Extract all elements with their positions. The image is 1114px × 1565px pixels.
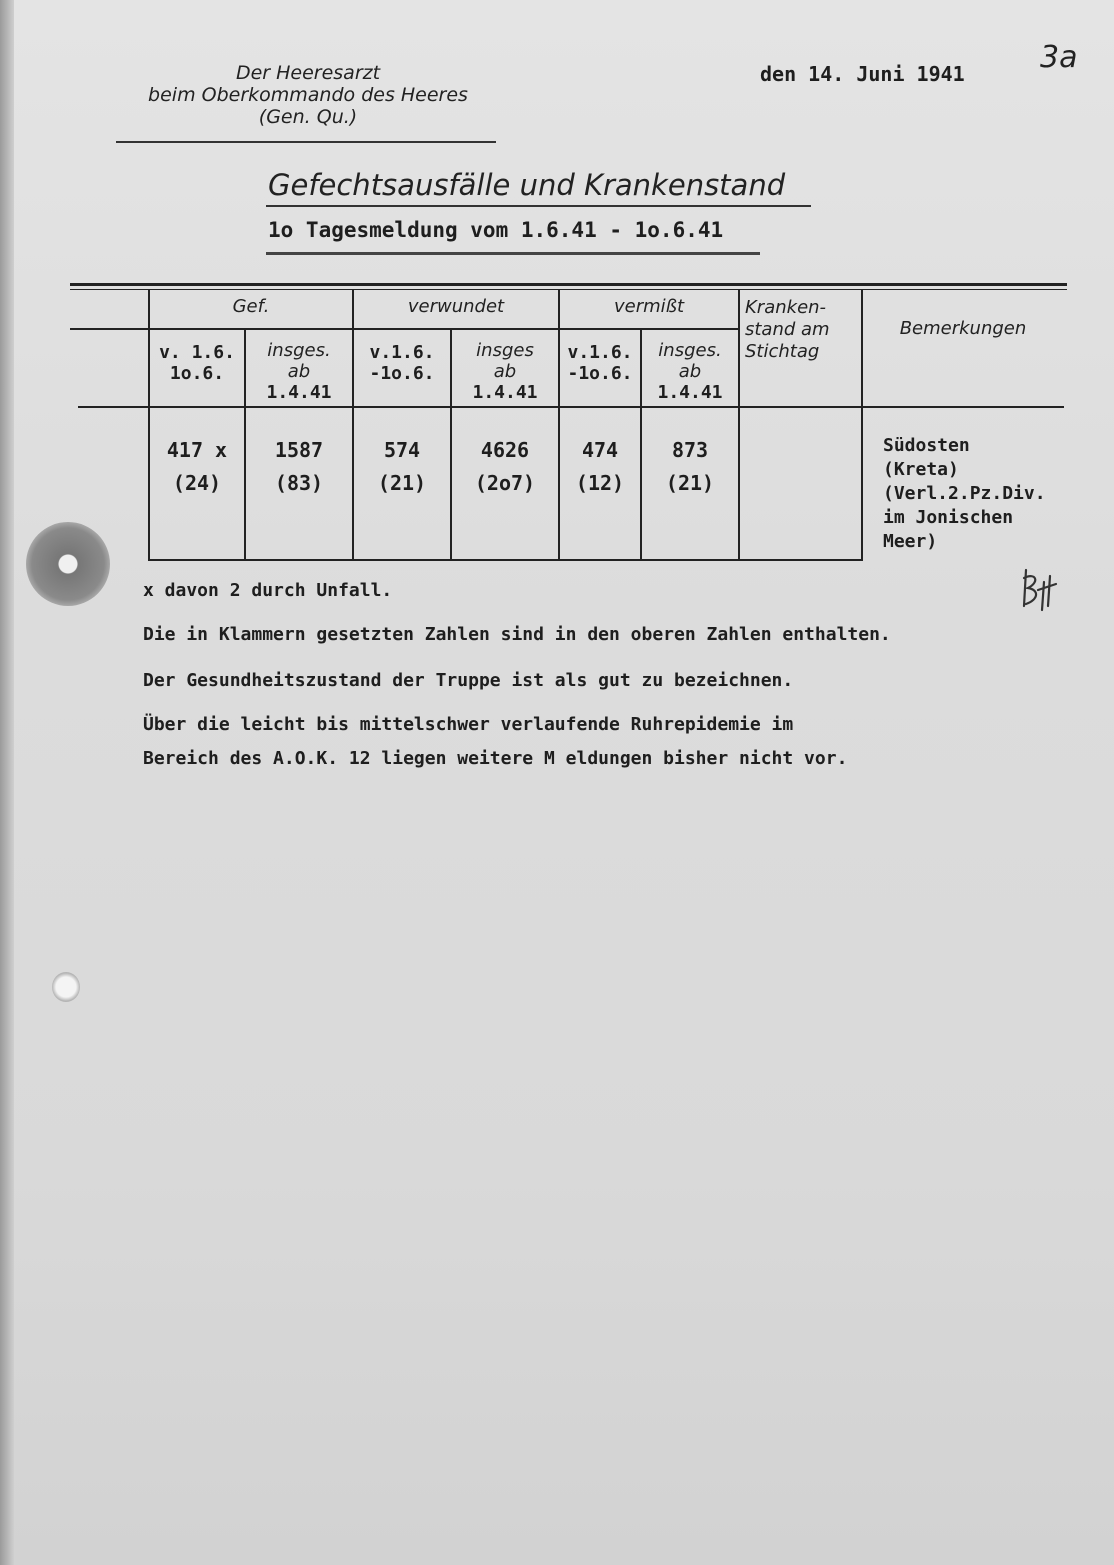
remark-line: (Kreta): [883, 459, 959, 480]
header-gef: Gef.: [232, 296, 270, 317]
cell-value-paren: (83): [274, 471, 324, 495]
remark-line: Meer): [883, 531, 938, 552]
cell-value-paren: (24): [172, 471, 222, 495]
cell-verm-period: [560, 434, 640, 500]
remark-line: (Verl.2.Pz.Div.: [883, 483, 1046, 504]
document-subtitle: 1o Tagesmeldung vom 1.6.41 - 1o.6.41: [268, 218, 724, 242]
table-header-rule: [70, 328, 738, 330]
cell-value-paren: (21): [377, 471, 427, 495]
cell-value: 873: [671, 438, 709, 462]
cell-gef-total: [246, 434, 352, 500]
subheader-verm-total: [642, 340, 738, 403]
subheader-line: ab: [287, 361, 311, 382]
subheader-line: 1.4.41: [472, 382, 538, 403]
title-underline: [266, 205, 811, 207]
page-edge-shadow: [0, 0, 14, 1565]
cell-value: 474: [581, 438, 619, 462]
document-date: den 14. Juni 1941: [760, 62, 965, 86]
cell-verw-period: [354, 434, 450, 500]
note-line-4: Bereich des A.O.K. 12 liegen weitere M eldungen bisher nicht vor.: [143, 748, 848, 769]
subheader-line: v.1.6.: [369, 342, 435, 363]
table-col-line: [738, 289, 740, 561]
subheader-line: 1o.6.: [169, 363, 225, 384]
table-footnote: x davon 2 durch Unfall.: [143, 580, 393, 601]
subheader-line: ab: [678, 361, 702, 382]
document-title: Gefechtsausfälle und Krankenstand: [268, 168, 786, 202]
punch-hole-icon: [52, 972, 80, 1002]
table-col-line: [558, 289, 560, 561]
cell-value: 574: [383, 438, 421, 462]
cell-verm-total: [642, 434, 738, 500]
cell-value: 1587: [274, 438, 324, 462]
subheader-line: insges: [476, 340, 534, 361]
subheader-line: ab: [493, 361, 517, 382]
subheader-line: -1o.6.: [369, 363, 435, 384]
page-number-mark: 3a: [1040, 40, 1078, 75]
header-krankenstand: Kranken- stand am Stichtag: [745, 297, 830, 362]
cell-value-paren: (2o7): [474, 471, 536, 495]
cell-value-paren: (21): [665, 471, 715, 495]
subheader-verm-period: [560, 342, 640, 384]
punch-hole-icon: [26, 522, 110, 606]
subheader-line: v.1.6.: [567, 342, 633, 363]
subheader-gef-period: [150, 342, 244, 384]
subheader-line: insges.: [658, 340, 722, 361]
table-bottom-rule: [148, 559, 862, 561]
sender-line-1: Der Heeresarzt: [235, 62, 381, 84]
subheader-line: v. 1.6.: [159, 342, 235, 363]
table-col-line: [352, 289, 354, 561]
subheader-line: insges.: [267, 340, 331, 361]
table-col-line: [148, 289, 150, 561]
subheader-verw-total: [452, 340, 558, 403]
cell-verw-total: [452, 434, 558, 500]
sender-underline: [116, 141, 496, 143]
cell-value-paren: (12): [575, 471, 625, 495]
table-top-rule: [70, 283, 1067, 286]
subheader-line: 1.4.41: [657, 382, 723, 403]
remark-line: Südosten: [883, 435, 970, 456]
note-line-1: Die in Klammern gesetzten Zahlen sind in den oberen Zahlen enthalten.: [143, 624, 891, 645]
cell-gef-period: [150, 434, 244, 500]
sender-block: [118, 62, 498, 128]
subheader-verw-period: [354, 342, 450, 384]
header-bemerkungen: Bemerkungen: [899, 318, 1027, 339]
header-vermisst: vermißt: [613, 296, 685, 317]
table-top-rule-thin: [70, 289, 1067, 290]
sender-line-3: (Gen. Qu.): [258, 106, 358, 128]
table-subheader-rule: [78, 406, 1064, 408]
remark-line: im Jonischen: [883, 507, 1014, 528]
note-line-2: Der Gesundheitszustand der Truppe ist als gut zu bezeichnen.: [143, 670, 794, 691]
sender-line-2: beim Oberkommando des Heeres: [148, 84, 468, 106]
cell-bemerkungen: [883, 434, 1046, 554]
handwritten-initials: [1018, 566, 1062, 622]
initials-signature-icon: [1018, 566, 1062, 614]
subtitle-underline: [266, 252, 760, 255]
subheader-line: 1.4.41: [266, 382, 332, 403]
cell-value: 4626: [480, 438, 530, 462]
subheader-line: -1o.6.: [567, 363, 633, 384]
subheader-gef-total: [246, 340, 352, 403]
cell-value: 417 x: [166, 438, 228, 462]
header-verwundet: verwundet: [407, 296, 505, 317]
note-line-3: Über die leicht bis mittelschwer verlaufende Ruhrepidemie im: [143, 714, 794, 735]
